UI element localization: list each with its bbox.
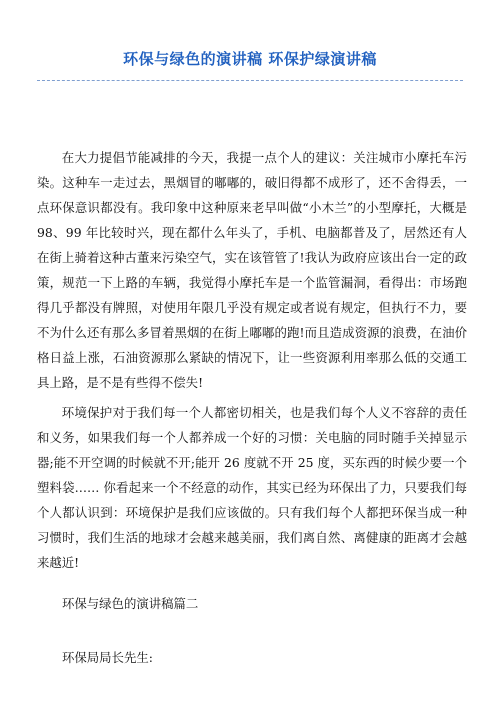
body-paragraph-2: 环境保护对于我们每一个人都密切相关，也是我们每个人义不容辞的责任和义务，如果我们每一个人都养成一个好的习惯：关电脑的同时随手关掉显示器;能不开空调的时候就不开;能开 26 度就不开 25 度，买东西的时候少要一个塑料袋…… 你看起来一个不经意的动作，其实已经为环保出了力，只要我们每个人都认识到：环境保护是我们应该做的。只有我们每个人都把环保当成一种习惯时，我们生活的地球才会越来越美丽，我们离自然、离健康的距离才会越来越近! (37, 405, 467, 570)
page-title: 环保与绿色的演讲稿 环保护绿演讲稿 (123, 50, 377, 68)
section-subtitle: 环保与绿色的演讲稿篇二 (62, 596, 199, 611)
title-divider (37, 80, 463, 81)
body-paragraph-1: 在大力提倡节能减排的今天，我提一点个人的建议：关注城市小摩托车污染。这种车一走过去，黑烟冒的嘟嘟的，破旧得都不成形了，还不舍得丢，一点环保意识都没有。我印象中这种原来老早叫做“小木兰”的小型摩托，大概是 98、99 年比较时兴，现在都什么年头了，手机、电脑都普及了，居然还有人在街上骑着这种古董来污染空气，实在该管管了!我认为政府应该出台一定的政策，规范一下上路的车辆，我觉得小摩托车是一个监管漏洞，看得出：市场跑得几乎都没有牌照，对使用年限几乎没有规定或者说有规定，但执行不力，要不为什么还有那么多冒着黑烟的在街上嘟嘟的跑!而且造成资源的浪费，在油价格日益上涨，石油资源那么紧缺的情况下，让一些资源利用率那么低的交通工具上路，是不是有些得不偿失! (37, 150, 467, 390)
letter-greeting: 环保局局长先生: (62, 650, 153, 665)
